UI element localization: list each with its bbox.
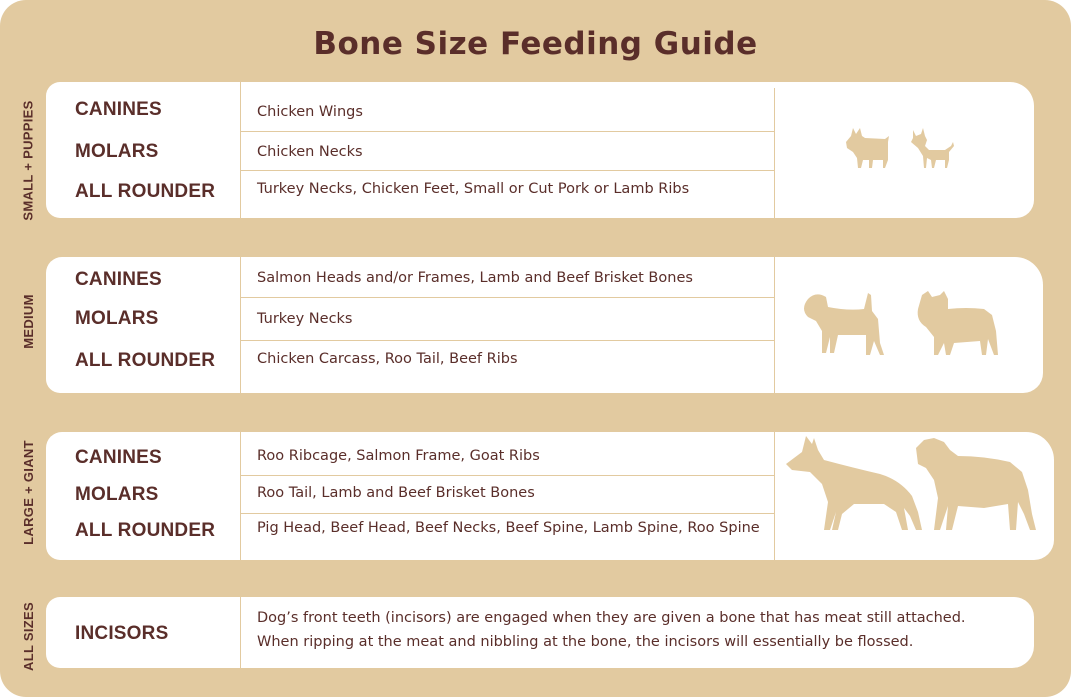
teeth-label: CANINES (75, 99, 162, 120)
bones-text: Pig Head, Beef Head, Beef Necks, Beef Spine, Lamb Spine, Roo Spine (257, 520, 760, 536)
section-label-small: SMALL + PUPPIES (20, 99, 36, 221)
bones-text: Turkey Necks, Chicken Feet, Small or Cut Pork or Lamb Ribs (257, 181, 690, 197)
section-card-all (46, 597, 1034, 668)
teeth-label: ALL ROUNDER (75, 181, 216, 202)
large-dogs-illustration (784, 434, 1044, 536)
teeth-label: MOLARS (75, 308, 159, 329)
bones-text-line-1: Dog’s front teeth (incisors) are engaged when they are given a bone that has meat still attached. (257, 610, 966, 626)
bones-text: Chicken Carcass, Roo Tail, Beef Ribs (257, 351, 518, 367)
rottweiler-icon (916, 438, 1036, 530)
section-label-all: ALL SIZES (20, 601, 36, 671)
teeth-label: CANINES (75, 447, 162, 468)
teeth-label: CANINES (75, 269, 162, 290)
beagle-icon (804, 293, 884, 355)
bones-text: Chicken Wings (257, 104, 363, 120)
teeth-label: MOLARS (75, 484, 159, 505)
section-card-large (46, 432, 1054, 560)
bones-text: Turkey Necks (257, 311, 353, 327)
chihuahua-icon (911, 128, 954, 168)
section-label-medium: MEDIUM (20, 293, 36, 349)
bones-text: Roo Ribcage, Salmon Frame, Goat Ribs (257, 448, 540, 464)
bones-text: Chicken Necks (257, 144, 363, 160)
section-card-medium (46, 257, 1043, 393)
section-card-small (46, 82, 1034, 218)
medium-dogs-illustration (798, 287, 1008, 362)
teeth-label: MOLARS (75, 141, 159, 162)
bones-text: Roo Tail, Lamb and Beef Brisket Bones (257, 485, 535, 501)
section-label-large: LARGE + GIANT (20, 440, 36, 545)
page-title: Bone Size Feeding Guide (313, 26, 758, 62)
bones-text-line-2: When ripping at the meat and nibbling at the bone, the incisors will essentially be flossed. (257, 634, 914, 650)
bulldog-icon (918, 291, 998, 355)
small-dogs-illustration (841, 122, 961, 172)
bones-text: Salmon Heads and/or Frames, Lamb and Beef Brisket Bones (257, 270, 693, 286)
teeth-label: ALL ROUNDER (75, 520, 216, 541)
german-shepherd-icon (786, 436, 922, 530)
terrier-icon (846, 128, 889, 168)
teeth-label: INCISORS (75, 623, 169, 644)
teeth-label: ALL ROUNDER (75, 350, 216, 371)
